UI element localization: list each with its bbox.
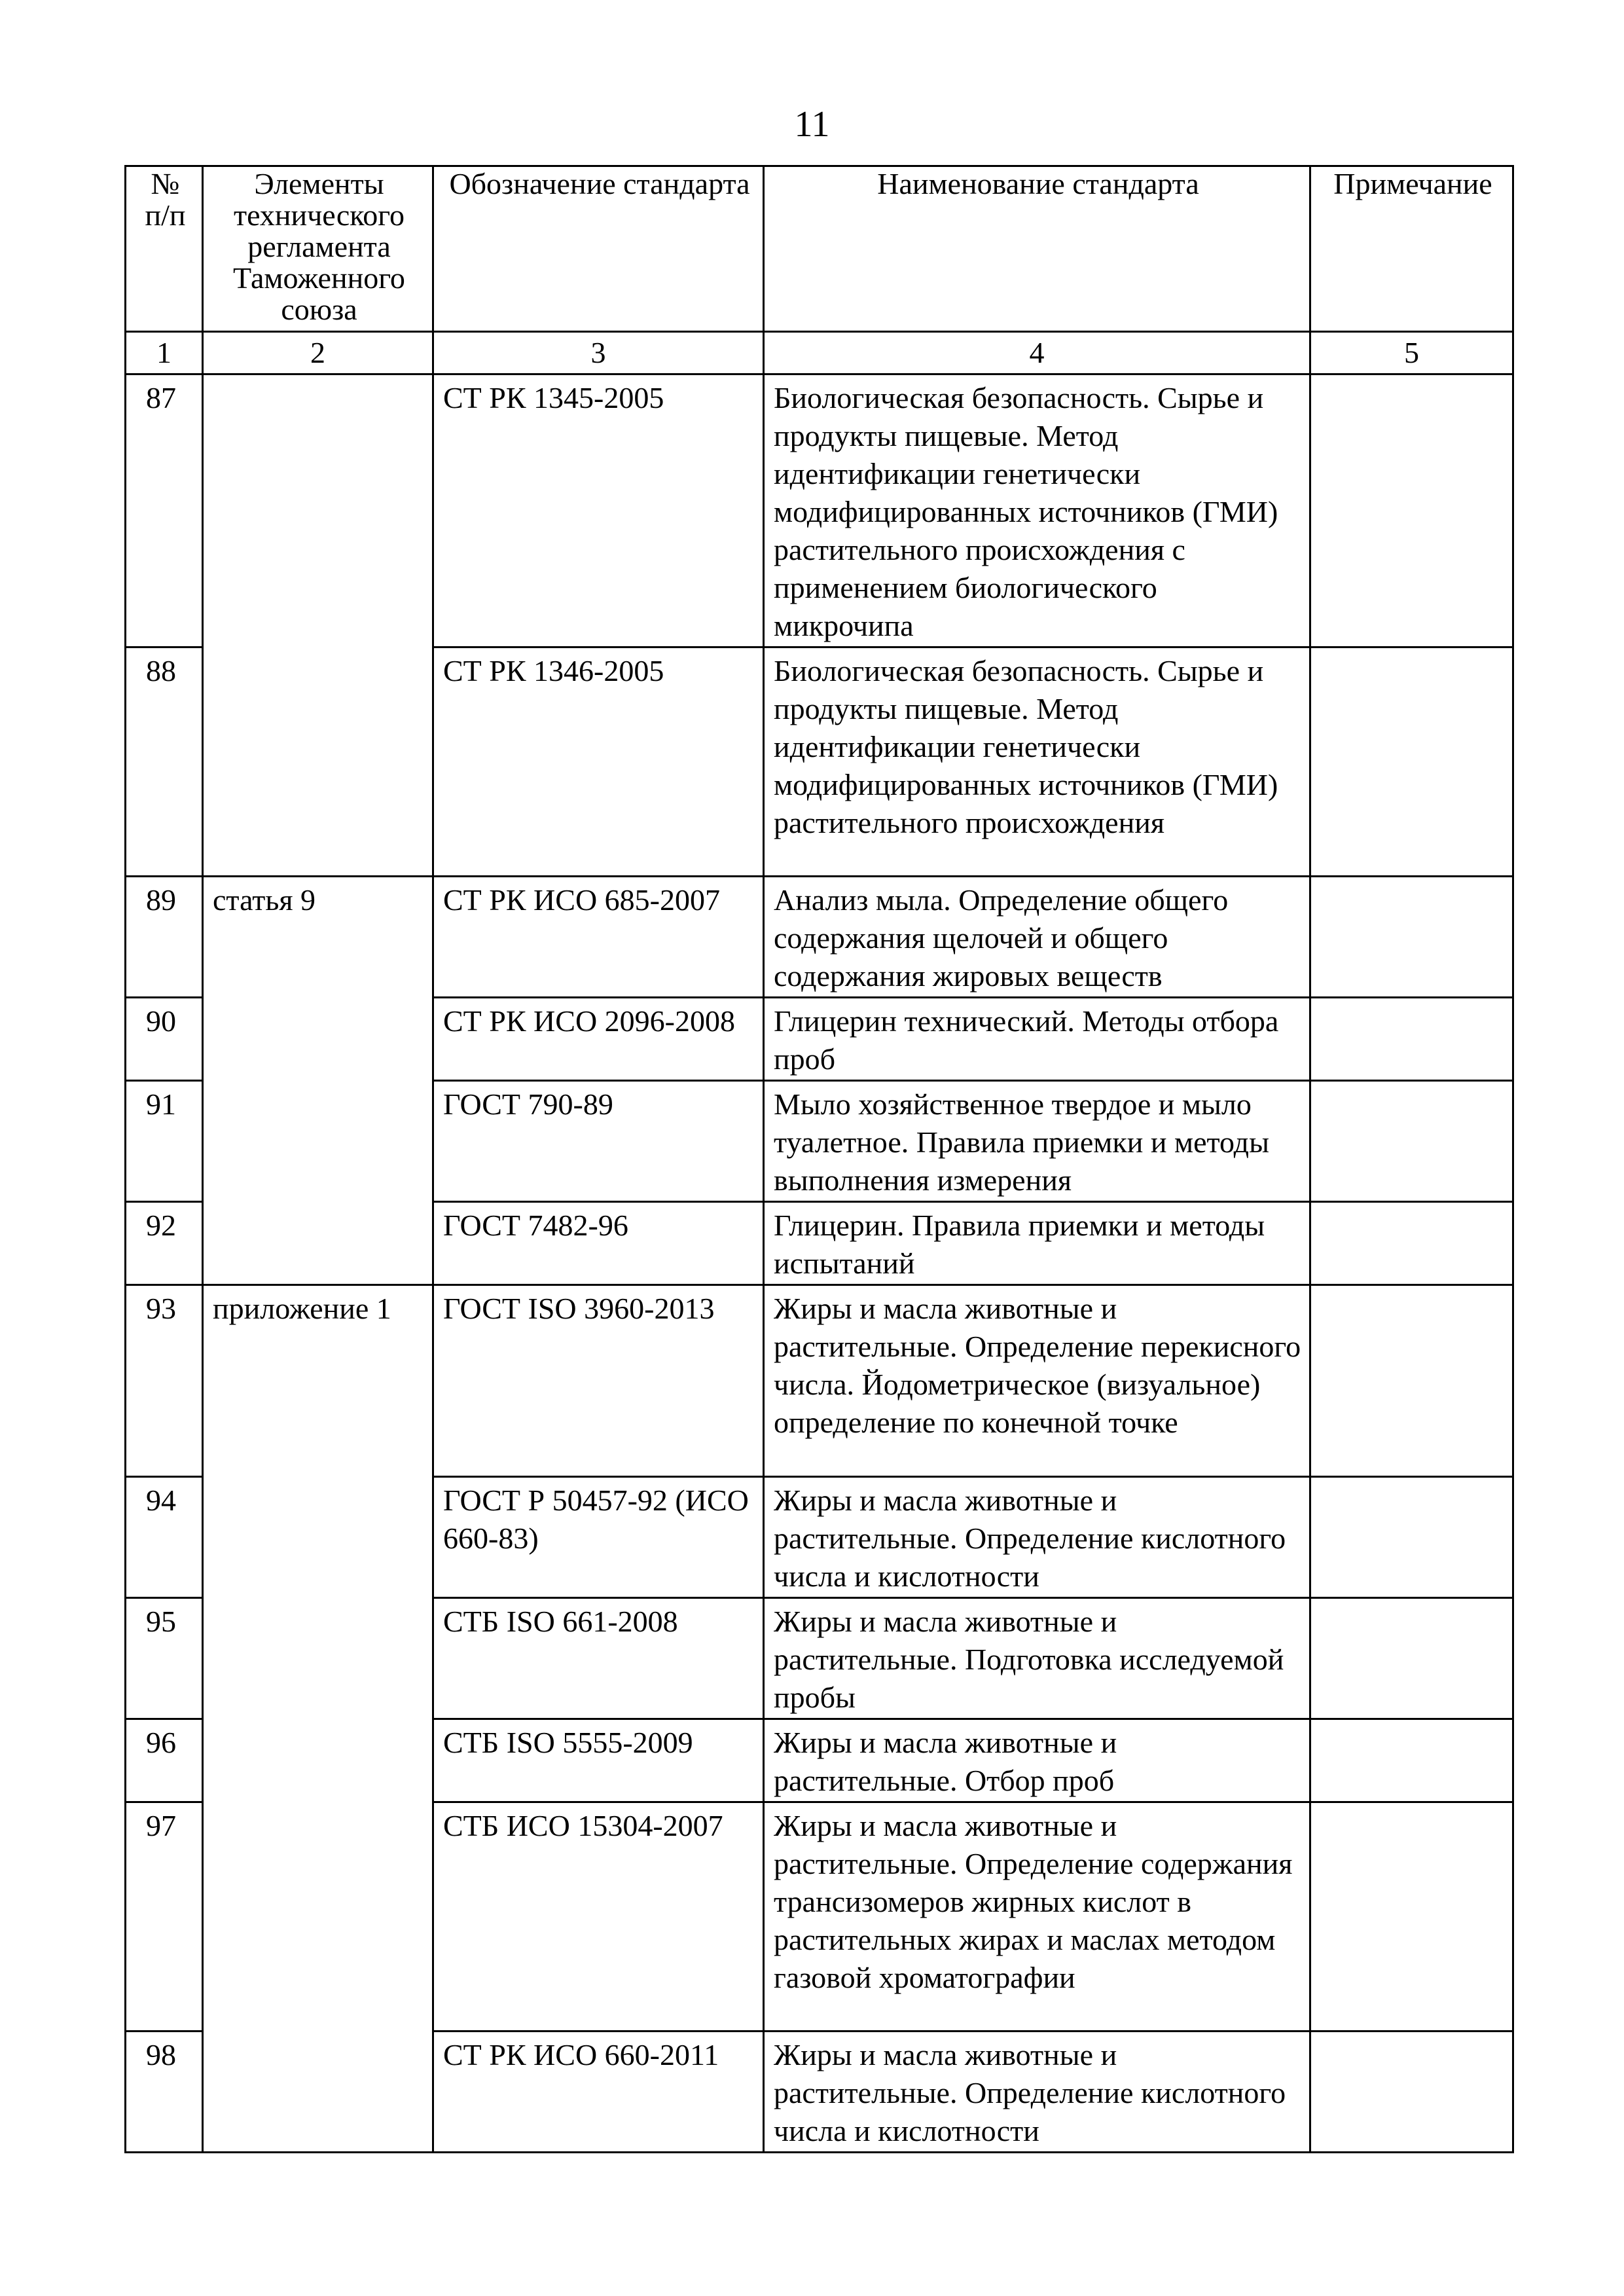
row-standard-name: Биологическая безопасность. Сырье и продукты пищевые. Метод идентификации генетически модифицированных источников (ГМИ) растительного происхождения с применением биологического микрочипа [764,374,1310,647]
row-designation: СТ РК 1345-2005 [433,374,764,647]
row-designation: ГОСТ 7482-96 [433,1202,764,1285]
row-number: 91 [126,1081,203,1202]
row-number: 88 [126,647,203,877]
row-number: 93 [126,1285,203,1477]
row-note [1310,1477,1513,1598]
header-row [126,166,1513,332]
row-designation: СТБ ИСО 15304-2007 [433,1802,764,2032]
row-number: 90 [126,998,203,1081]
column-number: 5 [1310,332,1513,374]
table-row [126,1598,1513,1719]
row-note [1310,1202,1513,1285]
table-row [126,1477,1513,1598]
table-row [126,374,1513,647]
row-note [1310,1285,1513,1477]
table-row [126,647,1513,877]
row-designation: СТ РК ИСО 2096-2008 [433,998,764,1081]
header-num: № п/п [126,166,203,332]
row-number: 96 [126,1719,203,1802]
table-row [126,998,1513,1081]
row-element [203,1477,433,1598]
row-standard-name: Биологическая безопасность. Сырье и продукты пищевые. Метод идентификации генетически модифицированных источников (ГМИ) растительного происхождения [764,647,1310,877]
row-number: 97 [126,1802,203,2032]
row-designation: СТ РК ИСО 660-2011 [433,2032,764,2153]
row-number: 87 [126,374,203,647]
row-element [203,374,433,647]
row-element [203,1802,433,2032]
row-standard-name: Жиры и масла животные и растительные. Определение содержания трансизомеров жирных кислот в растительных жирах и маслах методом газовой хроматографии [764,1802,1310,2032]
row-number: 95 [126,1598,203,1719]
row-number: 98 [126,2032,203,2153]
column-number: 2 [203,332,433,374]
row-note [1310,998,1513,1081]
header-note: Примечание [1310,166,1513,332]
row-standard-name: Жиры и масла животные и растительные. Определение перекисного числа. Йодометрическое (визуальное) определение по конечной точке [764,1285,1310,1477]
row-note [1310,1598,1513,1719]
row-note [1310,647,1513,877]
row-designation: СТ РК 1346-2005 [433,647,764,877]
row-element [203,1598,433,1719]
standards-table [124,165,1514,2153]
row-element [203,647,433,877]
table-row [126,877,1513,998]
row-designation: СТ РК ИСО 685-2007 [433,877,764,998]
row-element [203,1081,433,1202]
column-number: 1 [126,332,203,374]
row-number: 92 [126,1202,203,1285]
row-designation: СТБ ISO 5555-2009 [433,1719,764,1802]
row-element [203,998,433,1081]
table-row [126,1802,1513,2032]
row-standard-name: Глицерин. Правила приемки и методы испытаний [764,1202,1310,1285]
row-note [1310,1802,1513,2032]
header-element: Элементы технического регламента Таможенного союза [203,166,433,332]
row-number: 94 [126,1477,203,1598]
row-designation: ГОСТ ISO 3960-2013 [433,1285,764,1477]
row-element: статья 9 [203,877,433,998]
column-number: 3 [433,332,764,374]
header-name: Наименование стандарта [764,166,1310,332]
row-standard-name: Мыло хозяйственное твердое и мыло туалетное. Правила приемки и методы выполнения измерения [764,1081,1310,1202]
row-note [1310,877,1513,998]
row-element [203,2032,433,2153]
row-note [1310,1719,1513,1802]
table-row [126,1081,1513,1202]
table-row [126,1285,1513,1477]
row-note [1310,374,1513,647]
row-standard-name: Жиры и масла животные и растительные. Определение кислотного числа и кислотности [764,1477,1310,1598]
row-designation: СТБ ISO 661-2008 [433,1598,764,1719]
column-number: 4 [764,332,1310,374]
row-designation: ГОСТ 790-89 [433,1081,764,1202]
row-element [203,1719,433,1802]
row-designation: ГОСТ Р 50457-92 (ИСО 660-83) [433,1477,764,1598]
row-standard-name: Глицерин технический. Методы отбора проб [764,998,1310,1081]
row-element [203,1202,433,1285]
row-number: 89 [126,877,203,998]
row-note [1310,2032,1513,2153]
table-row [126,2032,1513,2153]
table-row [126,1719,1513,1802]
row-standard-name: Жиры и масла животные и растительные. Определение кислотного числа и кислотности [764,2032,1310,2153]
row-note [1310,1081,1513,1202]
page-number: 11 [794,104,830,145]
column-numbers-row [126,332,1513,374]
row-element: приложение 1 [203,1285,433,1477]
row-standard-name: Анализ мыла. Определение общего содержания щелочей и общего содержания жировых веществ [764,877,1310,998]
header-designation: Обозначение стандарта [433,166,764,332]
row-standard-name: Жиры и масла животные и растительные. Подготовка исследуемой пробы [764,1598,1310,1719]
row-standard-name: Жиры и масла животные и растительные. Отбор проб [764,1719,1310,1802]
table-row [126,1202,1513,1285]
